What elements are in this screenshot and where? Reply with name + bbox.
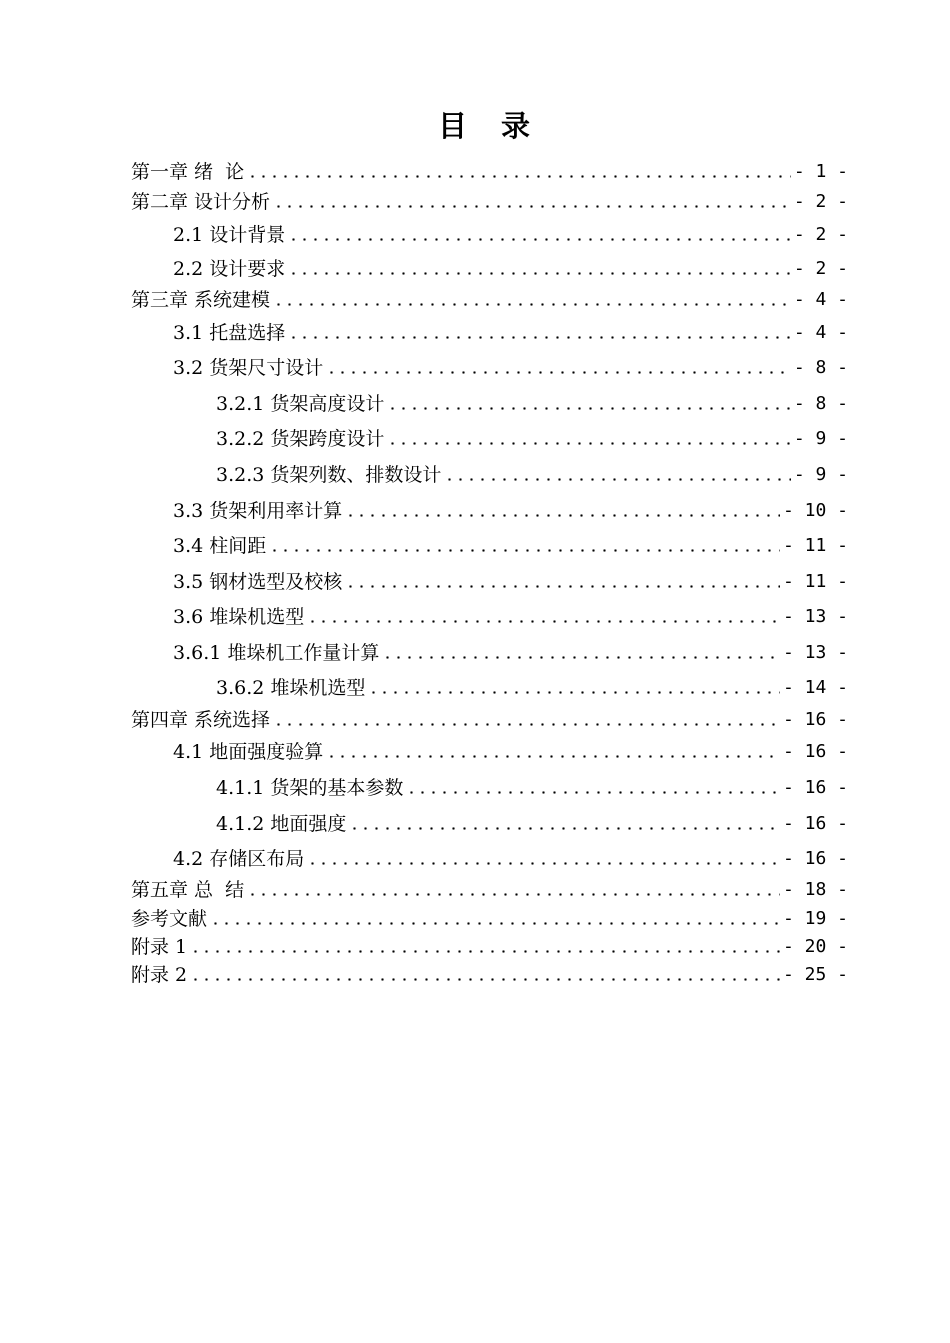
dot-leader <box>345 585 780 588</box>
toc-entry-label: 3.6 堆垛机选型 <box>173 606 305 628</box>
toc-entry-page-number: - 4 - <box>793 322 848 343</box>
toc-entry-label: 3.6.2 堆垛机选型 <box>216 677 366 699</box>
toc-entry-label: 第四章 系统选择 <box>131 709 271 731</box>
toc-entry[interactable] <box>216 775 848 801</box>
toc-entry-page-number: - 16 - <box>782 777 848 798</box>
toc-entry[interactable] <box>131 189 848 215</box>
toc-entry-label: 第二章 设计分析 <box>131 191 271 213</box>
toc-entry-label: 3.4 柱间距 <box>173 535 267 557</box>
dot-leader <box>247 893 780 896</box>
toc-entry-page-number: - 25 - <box>782 964 848 985</box>
toc-entry-page-number: - 2 - <box>793 191 848 212</box>
toc-entry-page-number: - 13 - <box>782 606 848 627</box>
toc-entry[interactable] <box>131 159 848 185</box>
toc-entry[interactable] <box>173 846 848 872</box>
toc-entry-page-number: - 2 - <box>793 258 848 279</box>
toc-entry-page-number: - 9 - <box>793 428 848 449</box>
dot-leader <box>326 371 791 374</box>
toc-entry[interactable] <box>131 287 848 313</box>
dot-leader <box>326 755 780 758</box>
toc-entry-label: 2.1 设计背景 <box>173 224 286 246</box>
dot-leader <box>210 922 780 925</box>
dot-leader <box>288 272 791 275</box>
toc-entry[interactable] <box>131 877 848 903</box>
dot-leader <box>288 336 791 339</box>
toc-entry-page-number: - 1 - <box>793 161 848 182</box>
toc-entry-page-number: - 9 - <box>793 464 848 485</box>
toc-entry-page-number: - 13 - <box>782 642 848 663</box>
toc-entry-label: 3.3 货架利用率计算 <box>173 500 343 522</box>
dot-leader <box>406 791 780 794</box>
dot-leader <box>269 549 780 552</box>
toc-entry[interactable] <box>216 675 848 701</box>
toc-entry-label: 3.2.2 货架跨度设计 <box>216 428 385 450</box>
dot-leader <box>190 950 780 953</box>
toc-entry[interactable] <box>131 707 848 733</box>
dot-leader <box>247 175 791 178</box>
toc-entry[interactable] <box>216 426 848 452</box>
toc-entry-page-number: - 19 - <box>782 908 848 929</box>
toc-entry[interactable] <box>173 355 848 381</box>
toc-entry-label: 附录 2 <box>131 964 188 986</box>
toc-entry-label: 3.1 托盘选择 <box>173 322 286 344</box>
toc-entry-label: 4.1.1 货架的基本参数 <box>216 777 404 799</box>
toc-entry[interactable] <box>216 391 848 417</box>
toc-entry-label: 第三章 系统建模 <box>131 289 271 311</box>
toc-entry[interactable] <box>173 222 848 248</box>
toc-entry-label: 4.1.2 地面强度 <box>216 813 347 835</box>
toc-entry-label: 第五章 总 结 <box>131 879 245 901</box>
dot-leader <box>307 620 780 623</box>
toc-entry-label: 2.2 设计要求 <box>173 258 286 280</box>
toc-entry-label: 第一章 绪 论 <box>131 161 245 183</box>
toc-entry[interactable] <box>216 811 848 837</box>
toc-entry-label: 4.2 存储区布局 <box>173 848 305 870</box>
toc-entry[interactable] <box>173 640 848 666</box>
dot-leader <box>444 478 790 481</box>
toc-entry-label: 附录 1 <box>131 936 188 958</box>
dot-leader <box>273 205 791 208</box>
dot-leader <box>288 238 791 241</box>
toc-entry-page-number: - 16 - <box>782 813 848 834</box>
dot-leader <box>382 656 780 659</box>
page-title: 目 录 <box>437 109 543 143</box>
toc-entry[interactable] <box>173 498 848 524</box>
toc-entry-page-number: - 14 - <box>782 677 848 698</box>
toc-entry-page-number: - 8 - <box>793 393 848 414</box>
toc-entry-page-number: - 16 - <box>782 848 848 869</box>
toc-entry[interactable] <box>173 256 848 282</box>
toc-entry-label: 3.2.1 货架高度设计 <box>216 393 385 415</box>
toc-entry-page-number: - 16 - <box>782 709 848 730</box>
dot-leader <box>307 862 780 865</box>
toc-entry-page-number: - 2 - <box>793 224 848 245</box>
dot-leader <box>273 303 791 306</box>
toc-entry-page-number: - 4 - <box>793 289 848 310</box>
dot-leader <box>387 442 790 445</box>
toc-entry[interactable] <box>173 320 848 346</box>
dot-leader <box>190 978 780 981</box>
dot-leader <box>368 691 780 694</box>
toc-entry[interactable] <box>131 934 848 960</box>
toc-entry-label: 4.1 地面强度验算 <box>173 741 324 763</box>
toc-entry-page-number: - 11 - <box>782 571 848 592</box>
toc-entry[interactable] <box>131 962 848 988</box>
toc-entry-label: 3.6.1 堆垛机工作量计算 <box>173 642 380 664</box>
toc-entry[interactable] <box>173 569 848 595</box>
dot-leader <box>345 514 780 517</box>
dot-leader <box>387 407 790 410</box>
toc-entry-label: 3.2.3 货架列数、排数设计 <box>216 464 442 486</box>
toc-entry-label: 3.2 货架尺寸设计 <box>173 357 324 379</box>
dot-leader <box>273 723 780 726</box>
toc-entry-page-number: - 18 - <box>782 879 848 900</box>
toc-entry[interactable] <box>131 906 848 932</box>
toc-entry-page-number: - 8 - <box>793 357 848 378</box>
toc-entry-page-number: - 20 - <box>782 936 848 957</box>
dot-leader <box>349 827 780 830</box>
toc-entry-page-number: - 11 - <box>782 535 848 556</box>
toc-entry-label: 3.5 钢材选型及校核 <box>173 571 343 593</box>
toc-entry-page-number: - 16 - <box>782 741 848 762</box>
toc-entry-label: 参考文献 <box>131 908 208 930</box>
toc-entry-page-number: - 10 - <box>782 500 848 521</box>
toc-entry[interactable] <box>173 604 848 630</box>
toc-entry[interactable] <box>173 533 848 559</box>
toc-entry[interactable] <box>216 462 848 488</box>
toc-entry[interactable] <box>173 739 848 765</box>
